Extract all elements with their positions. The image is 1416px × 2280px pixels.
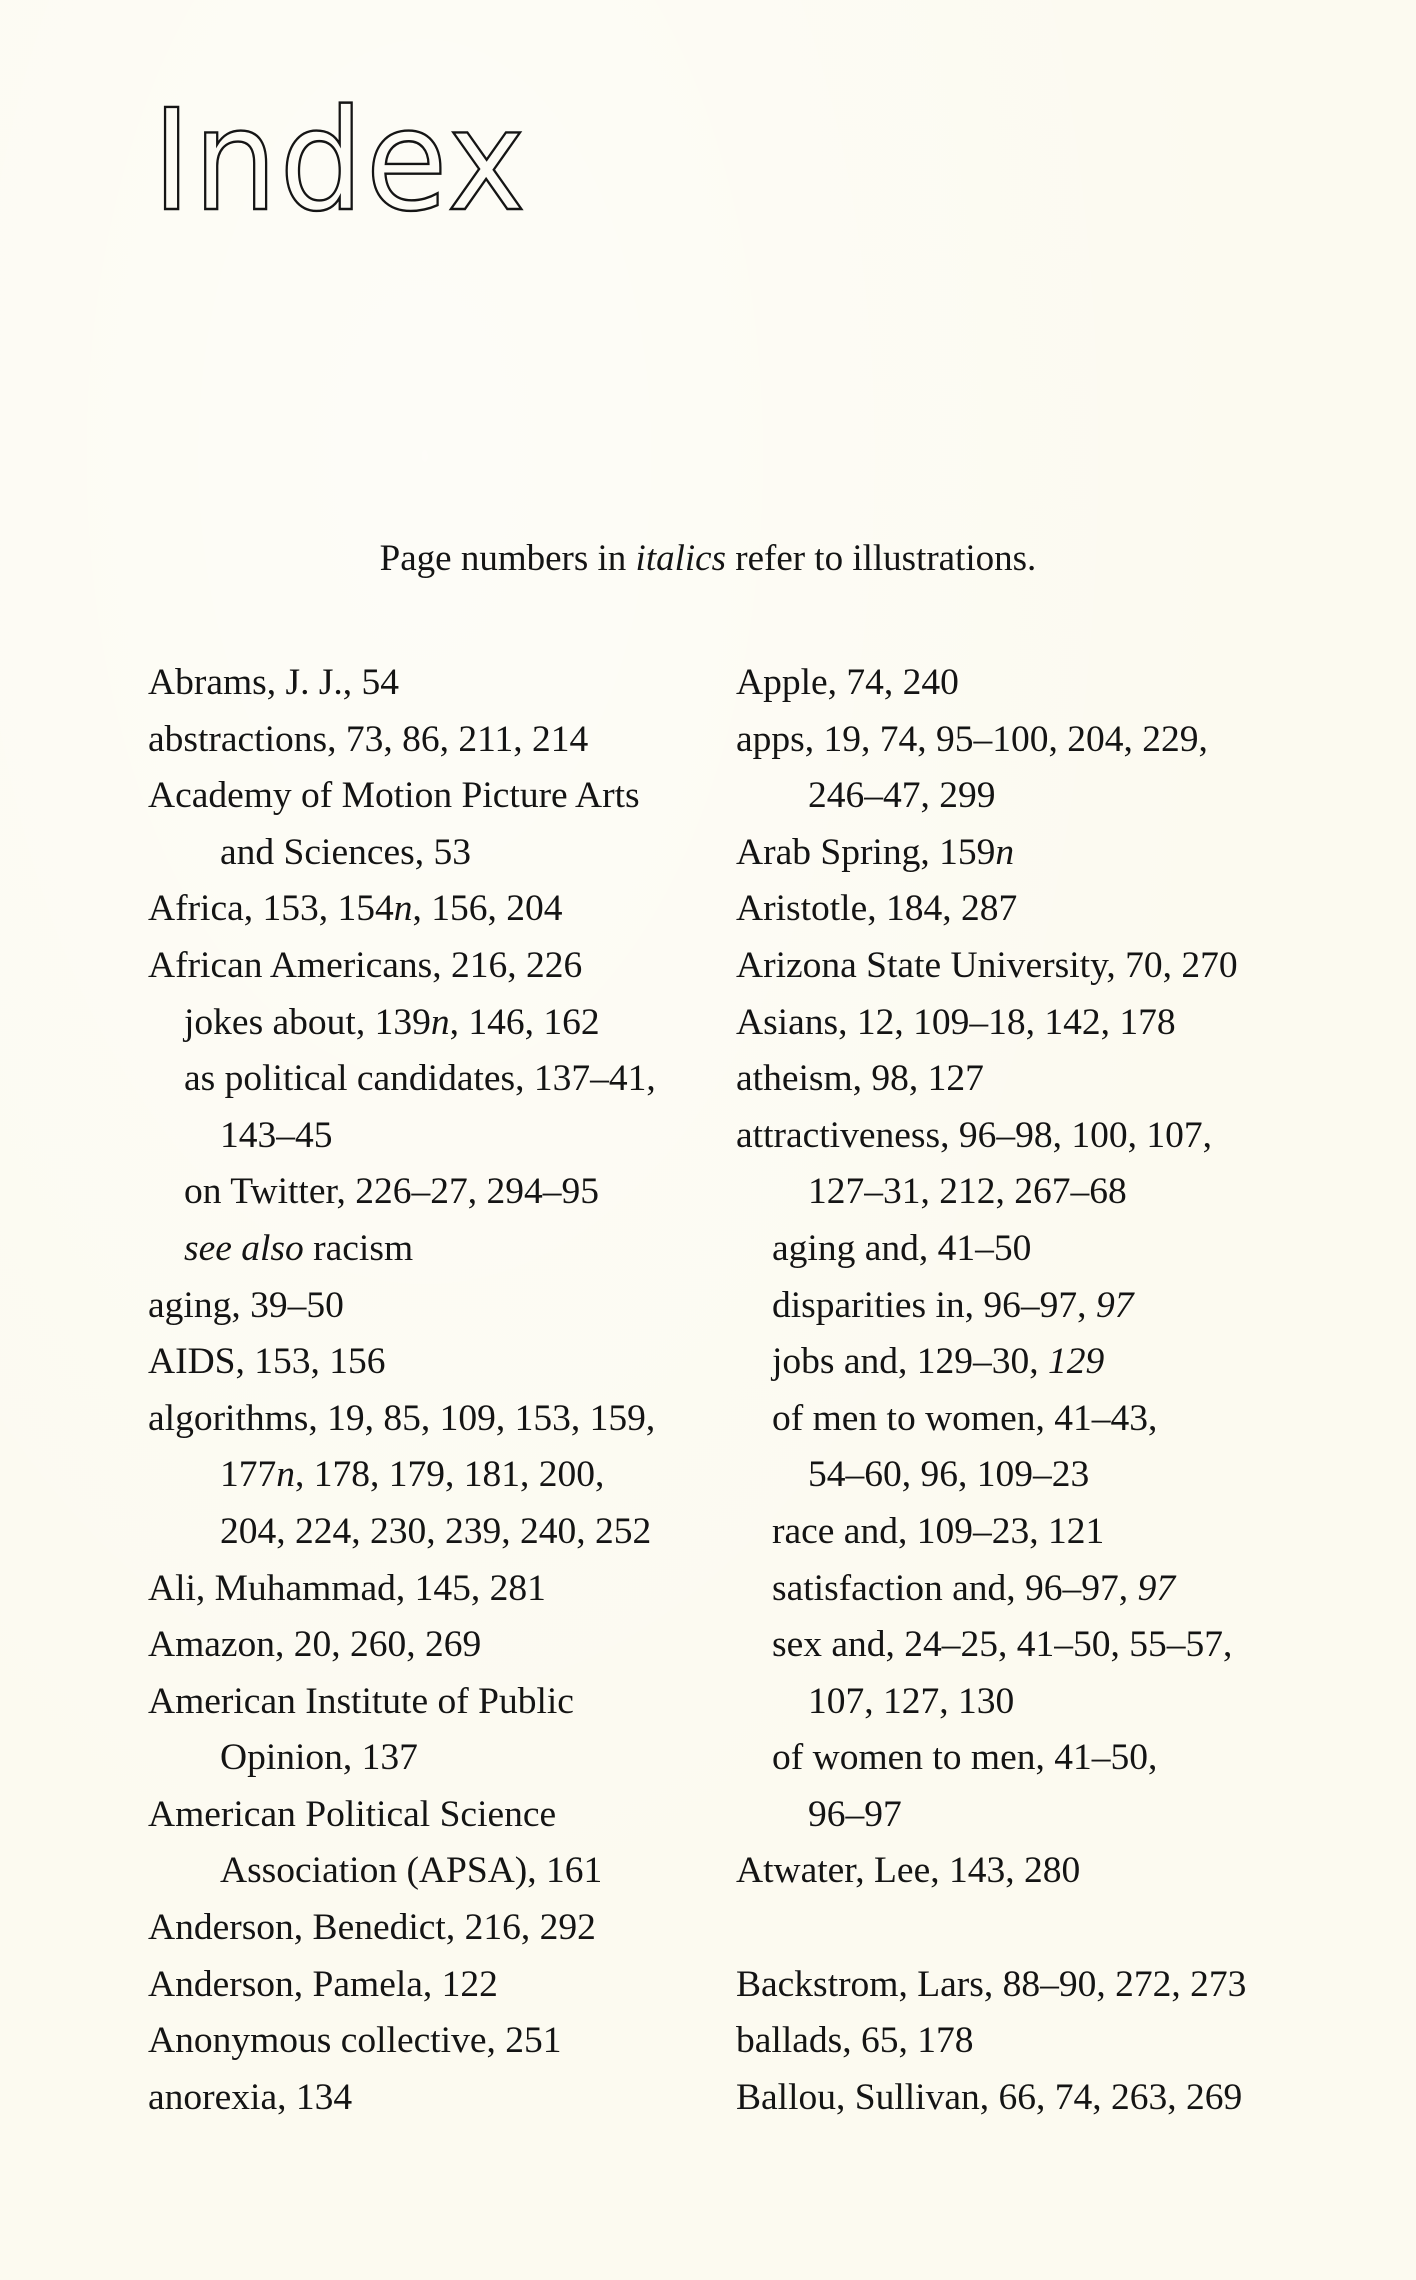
index-entry-continuation <box>148 1447 708 1504</box>
index-subentry <box>736 1391 1336 1448</box>
entry-text: ballads, 65, 178 <box>736 2020 974 2062</box>
index-column-right <box>736 655 1336 2126</box>
entry-text: of women to men, 41–50, <box>772 1737 1158 1779</box>
entry-text: , 156, 204 <box>412 888 563 930</box>
caption-text-after: refer to illustrations. <box>726 538 1037 579</box>
entry-text: disparities in, 96–97, <box>772 1284 1096 1326</box>
entry-text: apps, 19, 74, 95–100, 204, 229, <box>736 718 1208 760</box>
index-entry <box>736 825 1336 882</box>
index-entry <box>148 1787 708 1844</box>
index-subentry <box>148 1051 708 1108</box>
index-entry-continuation <box>736 1164 1336 1221</box>
index-entry <box>148 1391 708 1448</box>
entry-text: 177 <box>220 1454 277 1496</box>
index-entry <box>148 881 708 938</box>
index-entry <box>736 1108 1336 1165</box>
index-subentry <box>736 1561 1336 1618</box>
entry-text: and Sciences, 53 <box>220 831 471 873</box>
index-entry <box>736 655 1336 712</box>
entry-text: algorithms, 19, 85, 109, 153, 159, <box>148 1397 656 1439</box>
entry-text: sex and, 24–25, 41–50, 55–57, <box>772 1624 1233 1666</box>
entry-text: American Political Science <box>148 1793 557 1835</box>
entry-text: Academy of Motion Picture Arts <box>148 775 640 817</box>
entry-text: Association (APSA), 161 <box>220 1850 603 1892</box>
entry-text: African Americans, 216, 226 <box>148 944 583 986</box>
entry-text: 246–47, 299 <box>808 775 996 817</box>
index-entry-continuation <box>736 768 1336 825</box>
entry-text: aging, 39–50 <box>148 1284 344 1326</box>
index-entry <box>736 1843 1336 1900</box>
index-subentry <box>148 995 708 1052</box>
index-entry-continuation <box>148 825 708 882</box>
index-subentry <box>736 1221 1336 1278</box>
entry-text: Asians, 12, 109–18, 142, 178 <box>736 1001 1176 1043</box>
entry-text: Arab Spring, 159 <box>736 831 996 873</box>
italic-text: 97 <box>1137 1567 1176 1609</box>
index-subentry-continuation <box>148 1108 708 1165</box>
entry-text: , 146, 162 <box>449 1001 600 1043</box>
index-entry <box>148 1957 708 2014</box>
index-entry-continuation <box>736 1674 1336 1731</box>
index-entry <box>148 1334 708 1391</box>
index-entry <box>148 938 708 995</box>
entry-text: attractiveness, 96–98, 100, 107, <box>736 1114 1212 1156</box>
italic-text: n <box>995 831 1015 873</box>
index-caption <box>0 540 1416 577</box>
italic-text: n <box>276 1454 295 1496</box>
entry-text: 54–60, 96, 109–23 <box>808 1454 1090 1496</box>
index-entry <box>736 2070 1336 2127</box>
entry-text: 143–45 <box>220 1114 333 1156</box>
index-entry <box>736 938 1336 995</box>
entry-text: Ali, Muhammad, 145, 281 <box>148 1567 546 1609</box>
entry-text: satisfaction and, 96–97, <box>772 1567 1138 1609</box>
entry-text: Opinion, 137 <box>220 1737 418 1779</box>
index-entry <box>736 881 1336 938</box>
entry-text: jobs and, 129–30, <box>772 1341 1049 1383</box>
entry-text: atheism, 98, 127 <box>736 1058 984 1100</box>
entry-text: Backstrom, Lars, 88–90, 272, 273 <box>736 1963 1247 2005</box>
index-entry <box>736 2013 1336 2070</box>
index-subentry <box>736 1334 1336 1391</box>
entry-text: American Institute of Public <box>148 1680 574 1722</box>
entry-text: as political candidates, 137–41, <box>184 1058 656 1100</box>
index-entry-continuation <box>148 1504 708 1561</box>
entry-text: abstractions, 73, 86, 211, 214 <box>148 718 589 760</box>
entry-text: jokes about, 139 <box>184 1001 431 1043</box>
entry-text: , 178, 179, 181, 200, <box>295 1454 605 1496</box>
entry-text: race and, 109–23, 121 <box>772 1510 1105 1552</box>
entry-text: Anderson, Benedict, 216, 292 <box>148 1907 596 1949</box>
index-entry <box>148 2070 708 2127</box>
index-subentry <box>148 1164 708 1221</box>
italic-text: 129 <box>1048 1341 1105 1383</box>
caption-italic-word: italics <box>635 538 726 579</box>
index-column-left <box>148 655 708 2126</box>
index-entry-continuation <box>736 1447 1336 1504</box>
index-entry <box>736 1051 1336 1108</box>
entry-text: Anderson, Pamela, 122 <box>148 1963 498 2005</box>
index-entry <box>736 1957 1336 2014</box>
entry-text: Apple, 74, 240 <box>736 662 959 703</box>
index-subentry <box>736 1278 1336 1335</box>
index-entry <box>736 712 1336 769</box>
index-entry <box>736 995 1336 1052</box>
page-title: Index <box>152 80 528 243</box>
index-entry <box>148 1674 708 1731</box>
entry-text: Atwater, Lee, 143, 280 <box>736 1850 1081 1892</box>
italic-text: 97 <box>1095 1284 1134 1326</box>
index-subentry <box>736 1504 1336 1561</box>
index-entry <box>148 655 708 712</box>
index-entry-continuation <box>736 1787 1336 1844</box>
italic-text: see also <box>184 1227 304 1269</box>
index-letter-gap <box>736 1900 1336 1957</box>
entry-text: Anonymous collective, 251 <box>148 2020 562 2062</box>
entry-text: racism <box>303 1227 414 1269</box>
index-entry <box>148 2013 708 2070</box>
index-entry <box>148 712 708 769</box>
index-entry-continuation <box>148 1730 708 1787</box>
entry-text: of men to women, 41–43, <box>772 1397 1158 1439</box>
entry-text: Amazon, 20, 260, 269 <box>148 1624 482 1666</box>
entry-text: aging and, 41–50 <box>772 1227 1032 1269</box>
entry-text: 204, 224, 230, 239, 240, 252 <box>220 1510 652 1552</box>
italic-text: n <box>393 888 413 930</box>
index-entry <box>148 1278 708 1335</box>
index-subentry <box>148 1221 708 1278</box>
index-subentry <box>736 1617 1336 1674</box>
index-entry <box>148 1900 708 1957</box>
caption-text-before: Page numbers in <box>379 538 636 579</box>
index-entry <box>148 1561 708 1618</box>
entry-text: Arizona State University, 70, 270 <box>736 944 1238 986</box>
entry-text: 96–97 <box>808 1793 902 1835</box>
index-subentry <box>736 1730 1336 1787</box>
entry-text: Abrams, J. J., 54 <box>148 662 400 703</box>
index-entry-continuation <box>148 1843 708 1900</box>
entry-text: Ballou, Sullivan, 66, 74, 263, 269 <box>736 2076 1243 2118</box>
entry-text: AIDS, 153, 156 <box>148 1341 386 1383</box>
entry-text: on Twitter, 226–27, 294–95 <box>184 1171 599 1213</box>
index-entry <box>148 1617 708 1674</box>
entry-text: 107, 127, 130 <box>808 1680 1015 1722</box>
italic-text: n <box>430 1001 450 1043</box>
entry-text: Africa, 153, 154 <box>148 888 394 930</box>
entry-text: anorexia, 134 <box>148 2076 353 2118</box>
entry-text: Aristotle, 184, 287 <box>736 888 1018 930</box>
entry-text: 127–31, 212, 267–68 <box>808 1171 1127 1213</box>
index-entry <box>148 768 708 825</box>
